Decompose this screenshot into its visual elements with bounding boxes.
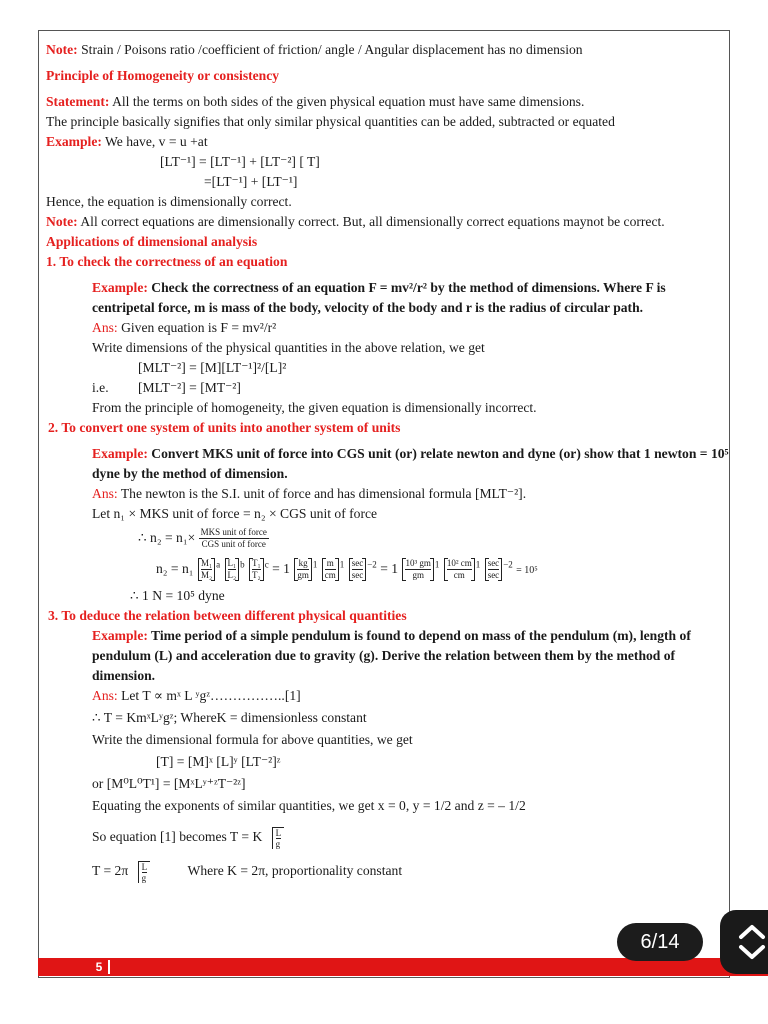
page-indicator: 6/14 [617,923,703,961]
equating-text: Equating the exponents of similar quantities, we get x = 0, y = 1/2 and z = – 1/2 [92,798,526,813]
example-label: Example: [92,628,148,643]
answer-label: Ans: [92,688,118,703]
example-text: Check the correctness of an equation F = mv²/r² by the method of dimensions. Where F is centripetal force, m is mass of the body, velocity of the body and r is the radius of circular path. [92,280,666,315]
chevron-up-down-icon [735,920,768,964]
bracket-m-cm: $\frac{m}{cm}$ [322,558,339,581]
answer-text: Given equation is F = mv²/r² [117,320,277,335]
note-text: Strain / Poisons ratio /coefficient of friction/ angle / Angular displacement has no dimension [77,42,583,57]
bracket-l: $\frac{\text{L₁}}{\text{L₂}}$ [225,558,240,581]
t-2pi-text: T = 2π [92,863,129,878]
answer-text: Let T ∝ mˣ L ʸgᶻ……………..[1] [117,688,301,703]
note-label: Note: [46,214,78,229]
equation-line: [MLT⁻²] = [M][LT⁻¹]²/[L]² [138,360,287,375]
scroll-button[interactable] [720,910,768,974]
bracket-kg: $\frac{kg}{gm}$ [294,558,312,581]
note-label: Note: [46,42,78,57]
result-line: ∴ 1 N = 10⁵ dyne [130,588,225,603]
statement-text: All the terms on both sides of the given physical equation must have same dimensions. [109,94,585,109]
answer-text: The newton is the S.I. unit of force and has dimensional formula [MLT⁻²]. [117,486,527,501]
equals-one: = 1 [380,561,399,576]
answer-label: Ans: [92,486,118,501]
sqrt-l-over-g: $\frac{L}{g}$ [272,827,285,849]
statement-label: Statement: [46,94,110,109]
bracket-t: $\frac{\text{T₁}}{\text{T₂}}$ [249,558,264,581]
document-content: Note: Strain / Poisons ratio /coefficient of friction/ angle / Angular displacement has no dimension Principle of Homogeneity or consistency Statement: All the terms on both sides of the given physical equation must have same dimensions. The principle basically signifies that only similar physical quantities can be added, subtracted or equated Example: We have, v = u +at [LT⁻¹] = [LT⁻¹] + [LT⁻²] [ T] =[LT⁻¹] + [LT⁻¹] Hence, the equation is dimensionally correct. Note: All correct equations are dimensionally correct. But, all dimensionally correct equations maynot be correct. Applications of dimensional analysis 1. To check the correctness of an equation Example: Check the correctness of an equation F = mv²/r² by the method of dimensions. Where F is centripetal force, m is mass of the body, velocity of the body and r is the radius of circular path. Ans: Given equation is F = mv²/r² Write dimensions of the physical quantities in the above relation, we get [MLT⁻²] = [M][LT⁻¹]²/[L]² i.e. [MLT⁻²] = [MT⁻²] From the principle of homogeneity, the given equation is dimensionally incorrect. 2. To convert one system of units into another system of units Example: Convert MKS unit of force into CGS unit (or) relate newton and dyne (or) show that 1 newton = 10⁵ dyne by the method of dimension. Ans: The newton is the S.I. unit of force and has dimensional formula [MLT⁻²]. Let n₁ × MKS unit of force = n₂ × CGS unit of force ∴ n₂ = n₁× $\frac{\text{MKS unit of force}}{\text{CGS unit of force}}$ n₂ = n₁ $\frac{\text{M₁}}{\text{M₂}}$ $^a$ $\frac{\text{L₁}}{\text{L₂}}$ $^b$ $\frac{\text{T₁}}{\text{T₂}}$ $^c$ = 1 $\frac{kg}{gm}$ $^1$ $\frac{m}{cm}$ $^1$ $\frac{\sec}{\sec}$ $^{-2}$ = 1 $\frac{\text{10³ gm}}{gm}$ $^1$ $\frac{\text{10² cm}}{cm}$ $^1$ $\frac{\sec}{\sec}$ $^{-2}$ = 10⁵ ∴ 1 N = 10⁵ dyne 3. To deduce the relation between different physical quantities Example: Time period of a simple pendulum is found to depend on mass of the pendulum (m), length of pendulum (L) and acceleration due to gravity (g). Derive the relation between them by the method of dimension. Ans: Let T ∝ mˣ L ʸgᶻ……………..[1] ∴ T = KmˣLʸgᶻ; WhereK = dimensionless constant Write the dimensional formula for above quantities, we get [T] = [M]ˣ [L]ʸ [LT⁻²]ᶻ or [M⁰L⁰T¹] = [MˣLʸ⁺ᶻT⁻²ᶻ] Equating the exponents of similar quantities, we get x = 0, y = 1/2 and z = – 1/2 So equation [1] becomes T = K $\frac{L}{g}$ T = 2π $\frac{L}{g}$ Where K = 2π, proportionality constant [46,42,729,883]
example-text: Time period of a simple pendulum is found to depend on mass of the pendulum (m), length of pendulum (L) and acceleration due to gravity (g). Derive the relation between them by the method of dimension. [92,628,691,683]
bracket-gm: $\frac{\text{10³ gm}}{gm}$ [402,558,433,581]
bracket-cm: $\frac{\text{10² cm}}{cm}$ [444,558,475,581]
instruction-text: Write the dimensional formula for above quantities, we get [92,732,413,747]
relation-text: ∴ T = KmˣLʸgᶻ; WhereK = dimensionless constant [92,710,367,725]
n2-prefix: ∴ n₂ = n₁× [138,530,196,545]
hence-text: Hence, the equation is dimensionally correct. [46,194,292,209]
let-text: Let n₁ × MKS unit of force = n₂ × CGS unit of force [92,506,378,521]
heading-homogeneity: Principle of Homogeneity or consistency [46,68,280,83]
unit-fraction [199,527,269,550]
equation-line: [LT⁻¹] = [LT⁻¹] + [LT⁻²] [ T] [160,154,320,169]
where-k-text: Where K = 2π, proportionality constant [187,863,403,878]
equation-line: or [M⁰L⁰T¹] = [MˣLʸ⁺ᶻT⁻²ᶻ] [92,776,246,791]
n2-expansion-prefix: n₂ = n₁ [156,561,194,576]
ie-label: i.e. [92,380,109,395]
principle-text: The principle basically signifies that only similar physical quantities can be added, subtracted or equated [46,114,615,129]
bracket-m: $\frac{\text{M₁}}{\text{M₂}}$ [198,558,215,581]
heading-application-1: 1. To check the correctness of an equation [46,254,288,269]
heading-application-2: 2. To convert one system of units into another system of units [48,420,401,435]
equation-line: [MLT⁻²] = [MT⁻²] [138,380,241,395]
result-value: = 10⁵ [516,565,538,576]
heading-application-3: 3. To deduce the relation between different physical quantities [48,608,407,623]
instruction-text: Write dimensions of the physical quantities in the above relation, we get [92,340,485,355]
so-equation-text: So equation [1] becomes T = K [92,829,263,844]
example-text: We have, v = u +at [101,134,208,149]
conclusion-text: From the principle of homogeneity, the given equation is dimensionally incorrect. [92,400,537,415]
fraction-numerator: MKS unit of force [200,527,267,538]
page-number: 5 [86,958,112,976]
example-label: Example: [92,280,148,295]
sqrt-l-over-g: $\frac{L}{g}$ [138,861,151,883]
heading-applications: Applications of dimensional analysis [46,234,258,249]
example-label: Example: [92,446,148,461]
note-text: All correct equations are dimensionally correct. But, all dimensionally correct equations maynot be correct. [77,214,665,229]
answer-label: Ans: [92,320,118,335]
bracket-sec: $\frac{\sec}{\sec}$ [485,558,503,581]
example-text: Convert MKS unit of force into CGS unit (or) relate newton and dyne (or) show that 1 newton = 10⁵ dyne by the method of dimension. [92,446,729,481]
bracket-sec: $\frac{\sec}{\sec}$ [349,558,367,581]
example-label: Example: [46,134,102,149]
fraction-denominator: CGS unit of force [201,539,266,550]
equation-line: =[LT⁻¹] + [LT⁻¹] [204,174,298,189]
equation-line: [T] = [M]ˣ [L]ʸ [LT⁻²]ᶻ [156,754,281,769]
equals-one: = 1 [272,561,290,576]
